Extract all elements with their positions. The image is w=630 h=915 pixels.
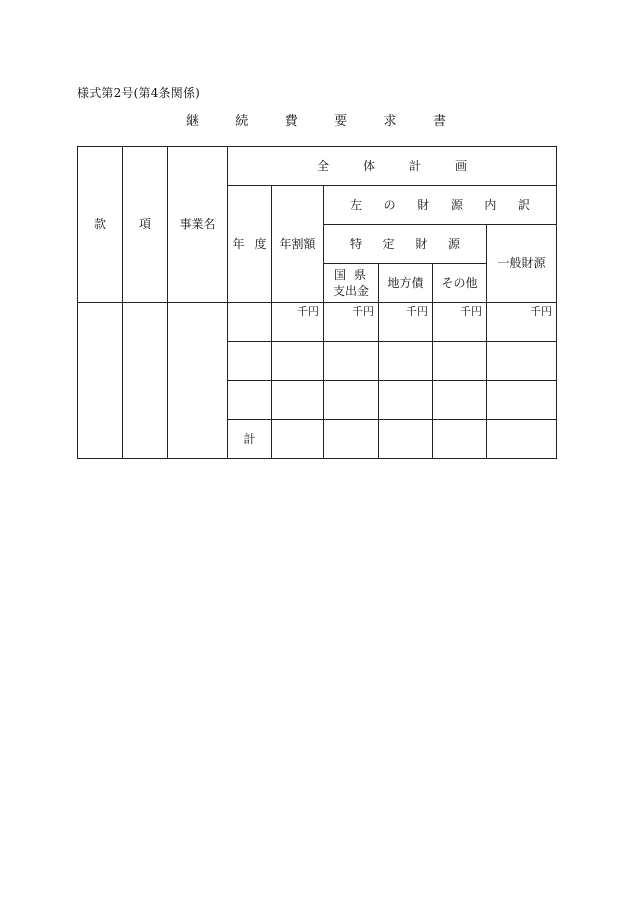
header-char: 財	[415, 236, 428, 251]
cell-total[interactable]	[324, 420, 379, 459]
header-zaigen-uchiwake	[324, 186, 557, 225]
cell-jigyou-entry[interactable]	[168, 303, 228, 459]
header-zentai-keikaku	[228, 147, 557, 186]
header-char: 定	[382, 236, 395, 251]
header-char: 計	[409, 158, 422, 173]
cell-amount[interactable]	[272, 381, 324, 420]
cell-total[interactable]	[433, 420, 487, 459]
header-kokken-line1: 国県	[333, 267, 374, 282]
unit-label: 千円	[379, 303, 433, 342]
unit-label: 千円	[272, 303, 324, 342]
cell-kou-entry[interactable]	[123, 303, 168, 459]
title-char: 求	[383, 114, 397, 129]
header-nenkatsu: 年割額	[272, 186, 324, 303]
cell-total[interactable]	[272, 420, 324, 459]
header-char: 訳	[518, 197, 531, 212]
header-nendo	[228, 186, 272, 303]
cell-kan-entry[interactable]	[78, 303, 123, 459]
header-char: 源	[450, 197, 463, 212]
header-sonota: その他	[433, 264, 487, 303]
cell-nendo-2[interactable]	[228, 342, 272, 381]
header-char: 画	[454, 158, 467, 173]
header-char: 度	[254, 236, 267, 251]
title-char: 続	[235, 114, 249, 129]
title-char: 要	[334, 114, 348, 129]
cell-amount[interactable]	[379, 342, 433, 381]
header-ippan-zaigen: 一般財源	[487, 225, 557, 303]
form-number: 様式第2号(第4条関係)	[77, 86, 201, 100]
cell-amount[interactable]	[487, 342, 557, 381]
cell-total[interactable]	[379, 420, 433, 459]
cell-total[interactable]	[487, 420, 557, 459]
cell-nendo-3[interactable]	[228, 381, 272, 420]
header-kou: 項	[123, 147, 168, 303]
unit-label: 千円	[487, 303, 557, 342]
cell-amount[interactable]	[324, 381, 379, 420]
header-jigyou-name: 事業名	[168, 147, 228, 303]
title-char: 費	[284, 114, 298, 129]
header-tokutei-zaigen	[324, 225, 487, 264]
cell-amount[interactable]	[433, 342, 487, 381]
cell-amount[interactable]	[379, 381, 433, 420]
cell-amount[interactable]	[324, 342, 379, 381]
header-kokken-line2: 支出金	[332, 284, 369, 298]
header-kokken-shishutsukin	[324, 264, 379, 303]
continuing-expense-table	[77, 146, 557, 459]
header-chihousai: 地方債	[379, 264, 433, 303]
cell-nendo-1[interactable]	[228, 303, 272, 342]
total-label: 計	[228, 420, 272, 459]
unit-label: 千円	[324, 303, 379, 342]
header-char: 内	[484, 197, 497, 212]
title-char: 書	[432, 114, 446, 129]
header-char: 特	[350, 236, 363, 251]
document-title	[186, 110, 446, 129]
unit-label: 千円	[433, 303, 487, 342]
header-char: 年	[232, 236, 245, 251]
header-char: の	[383, 197, 396, 212]
header-kan: 款	[78, 147, 123, 303]
title-char: 継	[186, 114, 200, 129]
header-char: 源	[447, 236, 460, 251]
cell-amount[interactable]	[487, 381, 557, 420]
header-char: 体	[363, 158, 376, 173]
header-char: 財	[417, 197, 430, 212]
header-char: 全	[317, 158, 330, 173]
cell-amount[interactable]	[433, 381, 487, 420]
header-char: 左	[350, 197, 363, 212]
cell-amount[interactable]	[272, 342, 324, 381]
